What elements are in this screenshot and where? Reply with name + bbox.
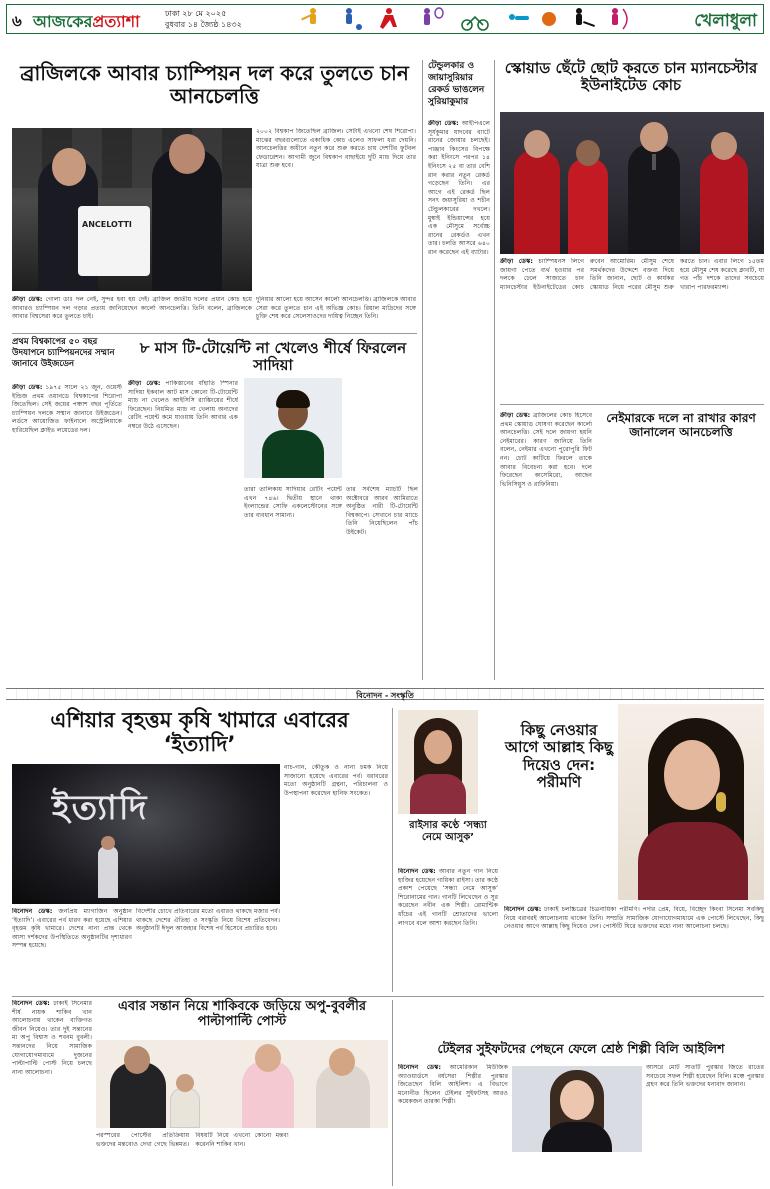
coach-head: [640, 122, 668, 152]
actor-head: [124, 1046, 150, 1074]
story2-headline: ৮ মাস টি-টোয়েন্টি না খেলেও শীর্ষে ফিরলেন সাদিয়া: [139, 339, 407, 375]
story7-text: আবার নতুন গান নিয়ে হাজির হয়েছেন গায়িকা রাইসা। তার কণ্ঠে প্রকাশ পেয়েছে ‘সন্ধ্যা নেমে আসুক’ শিরোনামের গান। গানটি লিখেছেন ও সুর করেছেন নবীন এক শিল্পী। রোমান্টিক ধাঁচের এই গানটি শ্রোতাদের ভালো লাগবে বলে আশা করছেন তিনি।: [398, 868, 498, 927]
story4-body: [500, 258, 764, 336]
story7-photo: [398, 710, 478, 814]
child-head-1: [176, 1074, 194, 1092]
story5-dateline: ক্রীড়া ডেস্ক:: [500, 412, 531, 419]
divider: [12, 333, 417, 334]
story9-headline: এবার সন্তান নিয়ে শাকিবকে জড়িয়ে অপু-বুবলীর পাল্টাপাল্টি পোস্ট: [118, 999, 366, 1029]
divider: [494, 60, 495, 680]
story8-body: [504, 906, 764, 992]
story9-photo: [96, 1040, 388, 1128]
actress-head-2: [329, 1048, 355, 1076]
player-figure-2: [568, 158, 608, 254]
story6-photo: [12, 764, 280, 904]
show-title-graphic: ইত্যাদি: [52, 788, 149, 828]
story1-headline: ব্রাজিলকে আবার চ্যাম্পিয়ন দল করে তুলতে চান আনচেলত্তি: [20, 61, 409, 108]
story9-dateline: বিনোদন ডেস্ক:: [12, 1000, 50, 1007]
story5-body: [500, 412, 592, 680]
story2-body-b: তারা তালিকায় সাদিয়ার রেটিং পয়েন্ট এখন ৭৪৬। দ্বিতীয় স্থানে থাকা ইংল্যান্ডের সোফি একলেস্টোনের সঙ্গে তার ব্যবধান সামান্য।: [244, 486, 342, 519]
basketball-icon: [542, 12, 556, 26]
story6-dateline: বিনোদন ডেস্ক:: [12, 908, 53, 915]
singer-face: [560, 1080, 594, 1120]
story1-body-a: [12, 296, 252, 330]
sports-banner-graphic: [297, 5, 637, 33]
jersey: [78, 206, 150, 276]
story6-headline: এশিয়ার বৃহত্তম কৃষি খামারে এবারের ‘ইত্যাদি’: [50, 708, 349, 757]
story1-body-c: ২০০২ বিশ্বকাপ জিতেছিল ব্রাজিল। সেটাই এখনো শেষ শিরোপা। মাঝের বছরগুলোতে একাধিক কোচ এলেও সাফল্য ধরা দেয়নি। আনচেলত্তির অধীনে নতুন করে শুরু করতে চায় দেশটির ফুটবল ফেডারেশন। আগামী জুনে বিশ্বকাপ বাছাইয়ে দুটি ম্যাচ দিয়ে তার যাত্রা শুরু হবে।: [256, 128, 416, 170]
host-figure: [98, 846, 118, 898]
story5-text: ব্রাজিলের কোচ হিসেবে প্রথম স্কোয়াড ঘোষণা করেছেন কার্লো আনচেলত্তি। সেই দলে জায়গা হয়নি নেইমারের। কারণ জানিয়ে তিনি বলেন, নেইমার এখনো পুরোপুরি ফিট নন। চোট কাটিয়ে ফিরলে তাকে আবার বিবেচনা করা হবে। দলে ফিরেছেন কাসেমিরো, আছেন ভিনিসিয়ুস ও রাফিনিয়া।: [500, 412, 592, 488]
story3-headline: টেন্ডুলকার ও জায়াসুরিয়ার রেকর্ড ভাঙলেন সুরিয়াকুমার: [428, 61, 485, 107]
story7-headline: রাইসার কণ্ঠে ‘সন্ধ্যা নেমে আসুক’: [409, 820, 487, 843]
divider: [422, 60, 423, 680]
story1-text-a: গোলা ডাঃ দল নেই, সুন্দর হবা হয় দেই। ব্রাজিল জাতীয় দলের প্রধান কোচ হয়ে আবারও চ্যাম্পিয়ন দল গড়ার প্রত্যয় জানিয়েছেন কার্লো আনচেলত্তি। তিনি বলেন, ব্রাজিলকে আবার বিশ্বসেরা করে তুলতে চাই।: [12, 296, 252, 321]
story7-dateline: বিনোদন ডেস্ক:: [398, 868, 436, 875]
jersey-name: ANCELOTTI: [82, 220, 132, 229]
story10-dateline: বিনোদন ডেস্ক:: [398, 1064, 441, 1071]
actress-saree: [638, 822, 748, 900]
actress-head-1: [255, 1044, 281, 1072]
story4-dateline: ক্রীড়া ডেস্ক:: [500, 258, 533, 265]
actress-earring: [716, 792, 726, 812]
story3-text: আইপিএলে সূর্যকুমার যাদবের ব্যাটে রানের জোয়ার চলছেই। পাঞ্জাব কিংসের বিপক্ষে করা ইনিংসে পরপর ১৪ ইনিংসে ২৫ বা তার বেশি রান করার নতুন রেকর্ড গড়েছেন তিনি। এর আগে এই রেকর্ড ছিল সনৎ জয়াসুরিয়া ও শচীন টেন্ডুলকারের দখলে। মুম্বাই ইন্ডিয়ান্সের হয়ে এক মৌসুমে সর্বোচ্চ রানের রেকর্ডও এখন তার। চলতি আসরে ৬৪০ রান করেছেন এই ব্যাটার।: [428, 120, 490, 256]
story1-sub-headline: প্রথম বিশ্বকাপের ৫০ বছর উদযাপনে চ্যাম্পিয়নদের সম্মান জানাবে উইজডেন: [12, 337, 115, 369]
player-head-3: [711, 132, 737, 160]
story2-photo: [244, 378, 342, 478]
player-jersey: [262, 430, 324, 478]
story4-headline: স্কোয়াড ছেঁটে ছোট করতে চান ম্যানচেস্টার ইউনাইটেড কোচ: [504, 59, 758, 95]
story5-headline: নেইমারকে দলে না রাখার কারণ জানালেন আনচেলত্তি: [606, 411, 756, 439]
paper-name-a: আজকের: [33, 12, 93, 31]
player-head-1: [524, 130, 550, 158]
story1-sub-body: [12, 384, 122, 684]
player-figure-1: [514, 150, 560, 254]
microphone-icon: [652, 154, 656, 170]
story10-body-a: [398, 1064, 508, 1186]
story8-headline: কিছু নেওয়ার আগে আল্লাহ কিছু দিয়েও দেন: পরীমণি: [504, 721, 614, 791]
singer-dress: [410, 774, 466, 814]
story8-photo: [618, 704, 764, 900]
story3-dateline: ক্রীড়া ডেস্ক:: [428, 120, 459, 127]
story4-text: চ্যাম্পিয়নস লিগে জায়গা পেতে ব্যর্থ হওয়ার পর দলকে ঢেলে সাজাতে চান ম্যানচেস্টার ইউনাইটেডের কোচ রুবেন আমোরিম। মৌসুম শেষে সমর্থকদের উদ্দেশে বক্তব্য দিয়ে তিনি জানান, ছোট ও কার্যকর স্কোয়াড নিয়ে পরের মৌসুম শুরু করতে চান। এবার লিগে ১৫তম হয়ে মৌসুম শেষ করেছে ক্লাবটি, যা গত পাঁচ দশকে তাদের সবচেয়ে খারাপ পারফরম্যান্স।: [500, 258, 764, 291]
story2-dateline: ক্রীড়া ডেস্ক:: [128, 380, 161, 387]
story7-body: [398, 868, 498, 992]
story6-body-b: বিদেশীর চোখে প্রতিবারের মতো এবারও থাকছে মজার পর্ব। থাকছে দেশের ঐতিহ্য ও সংস্কৃতি নিয়ে বিশেষ প্রতিবেদন। অনুষ্ঠানটি ঈদুল আজহার বিশেষ পর্ব হিসেবে প্রচারিত হবে।: [136, 908, 280, 933]
story2-text-a: পাকিস্তানের বাঁহাতি স্পিনার সাদিয়া ইকবাল আট মাস কোনো টি-টোয়েন্টি ম্যাচ না খেলেও আইসিসি র‍্যাঙ্কিংয়ের শীর্ষে ফিরেছেন। নিয়মিত ম্যাচ না খেলায় অন্যদের রেটিং পয়েন্ট কমে যাওয়ায় তিনি আবার এক নম্বরে উঠে এসেছেন।: [128, 380, 238, 430]
singer-outfit: [542, 1122, 612, 1152]
paper-name-b: প্রত্যাশা: [92, 12, 140, 31]
story6-body-a: [12, 908, 132, 992]
story10-headline: টেইলর সুইফটদের পেছনে ফেলে শ্রেষ্ঠ শিল্পী বিলি আইলিশ: [437, 1041, 725, 1056]
story8-text: ঢাকাই চলচ্চিত্রের চিত্রনায়িকা পরীমণি। পর্দার প্রেম, বিয়ে, বিচ্ছেদ কিংবা সিনেমা সবকিছু নিয়ে বরাবরই আলোচনায় থাকেন তিনি। সম্প্রতি সামাজিক যোগাযোগমাধ্যমে এক পোস্টে লিখেছেন, কিছু নেওয়ার আগে আল্লাহ কিছু দিয়েও দেন। পোস্টটি ঘিরে ভক্তদের মধ্যে নানা আলোচনা চলছে।: [504, 906, 764, 931]
section-bar-label: বিনোদন - সংস্কৃতি: [356, 691, 414, 700]
actress-face: [664, 740, 720, 810]
story10-photo: [512, 1066, 642, 1152]
story4-photo: [500, 112, 764, 254]
story10-body-b: আসরে মোট সাতটি পুরস্কার জিতে রাতের সবচেয়ে সফল শিল্পী হয়েছেন বিলি। মঞ্চে পুরস্কার গ্রহণ করে তিনি ভক্তদের ধন্যবাদ জানান।: [646, 1064, 764, 1089]
story9-body-a: [12, 1000, 92, 1186]
story6-body-c: নাচ-গান, কৌতুক ও নানা চমক নিয়ে সাজানো হয়েছে এবারের পর্ব। বরাবরের মতো অনুষ্ঠানটি গ্রন্থনা, পরিচালনা ও উপস্থাপনা করেছেন হানিফ সংকেত।: [284, 764, 388, 797]
story10-text-a: আমেরিকান মিউজিক অ্যাওয়ার্ডসে বর্ষসেরা শিল্পীর পুরস্কার জিতেছেন বিলি আইলিশ। এ বিভাগে মনোনীত ছিলেন টেইলর সুইফটসহ আরও কয়েকজন তারকা শিল্পী।: [398, 1064, 508, 1106]
story1-body-b: দুনিয়ার আলো হয়ে আসেন কার্লো আনচেলত্তি। ব্রাজিলকে আবার সেরা করে তুলতে চান এই অভিজ্ঞ কোচ। রিয়াল মাদ্রিদের সঙ্গে চুক্তি শেষ করে সেলেসাওদের দায়িত্ব নিচ্ছেন তিনি।: [256, 296, 416, 321]
date-block: [165, 8, 295, 30]
child-figure-1: [170, 1088, 200, 1128]
story6-text-a: জনপ্রিয় ম্যাগাজিন অনুষ্ঠান ‘ইত্যাদি’। এবারের পর্ব ধারণ করা হয়েছে এশিয়ার বৃহত্তম কৃষি খামারে। দেশের নানা প্রান্ত থেকে আসা দর্শকদের উপস্থিতিতে অনুষ্ঠানটির দৃশ্যধারণ সম্পন্ন হয়েছে।: [12, 908, 132, 950]
story2-body-c: তার সর্বশেষ ম্যাচটি ছিল অক্টোবরে আরব আমিরাতে অনুষ্ঠিত নারী টি-টোয়েন্টি বিশ্বকাপে। সেখানে চার ম্যাচে তিনি নিয়েছিলেন পাঁচ উইকেট।: [346, 486, 418, 536]
paper-name: [33, 9, 140, 36]
singer-face: [424, 730, 452, 764]
divider: [12, 996, 764, 997]
divider: [392, 708, 393, 992]
coach-head: [52, 148, 86, 186]
divider: [500, 404, 764, 405]
date-line-1: ঢাকা ২৮ মে ২০২৫: [165, 9, 227, 18]
date-line-2: বুধবার ১৪ জ্যৈষ্ঠ ১৪৩২: [165, 20, 242, 29]
section-bar: [6, 688, 764, 700]
official-head: [169, 134, 205, 174]
story1-sub-dateline: ক্রীড়া ডেস্ক:: [12, 384, 43, 391]
page-number: ৬: [12, 12, 22, 30]
story3-body: [428, 120, 490, 680]
story8-dateline: বিনোদন ডেস্ক:: [504, 906, 542, 913]
player-head-2: [576, 140, 600, 166]
story1-dateline: ক্রীড়া ডেস্ক:: [12, 296, 43, 303]
story9-body-b: পরস্পরের পোস্টের প্রতিক্রিয়ায় ভক্তদের মন্তব্যেও দেখা গেছে ভিন্নমত। বিষয়টি নিয়ে এখনো কোনো মন্তব্য করেননি শাকিব খান।: [96, 1132, 289, 1148]
story9-text-a: ঢাকাই সিনেমার শীর্ষ নায়ক শাকিব খান আলোচনায় থাকেন ব্যক্তিগত জীবন নিয়েও। তার দুই সন্তানের মা অপু বিশ্বাস ও শবনম বুবলী। সন্তানদের নিয়ে সামাজিক যোগাযোগমাধ্যমে দুজনের পাল্টাপাল্টি পোস্ট নিয়ে চলছে নানা আলোচনা।: [12, 1000, 92, 1076]
host-head: [101, 836, 115, 850]
section-title: খেলাধুলা: [694, 11, 757, 31]
player-figure-3: [700, 152, 748, 254]
divider: [392, 1000, 393, 1186]
story2-body-a: [128, 380, 238, 680]
masthead: [6, 4, 764, 34]
story1-photo: [12, 128, 252, 291]
story1-sub-text: ১৯৭৫ সালে ২১ জুন, ওয়েস্ট ইন্ডিজ প্রথম ওয়ানডে বিশ্বকাপের শিরোপা জিতেছিল। সেই জয়ের পঞ্চাশ বছর পূর্তিতে চ্যাম্পিয়ন দলকে সম্মান জানাবে উইজডেন। লর্ডসে আয়োজিত ফাইনালে অস্ট্রেলিয়াকে হারিয়েছিল ক্লাইভ লয়েডের দল।: [12, 384, 122, 434]
player-hair: [276, 390, 310, 408]
